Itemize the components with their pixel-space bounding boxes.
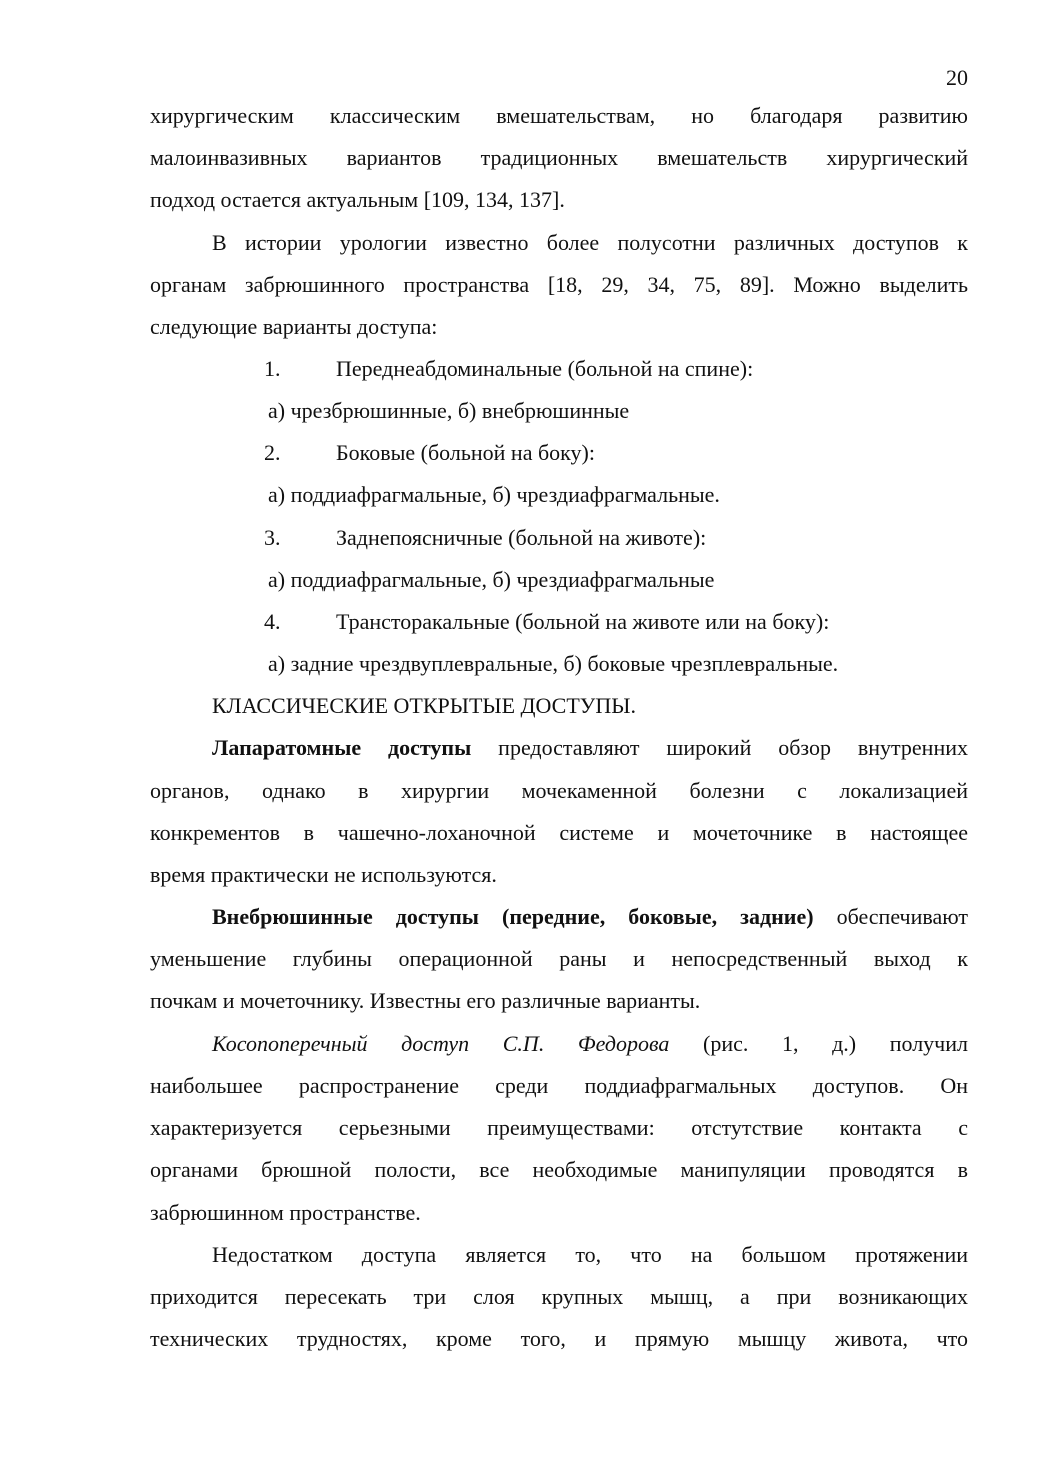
paragraph-5-line-4: органами брюшной полости, все необходимые манипуляции проводятся в [150,1157,968,1182]
list-item-1-text: Переднеабдоминальные (больной на спине): [336,356,754,381]
list-item-2-text: Боковые (больной на боку): [336,440,595,465]
paragraph-3-line-4: время практически не используются. [150,862,497,887]
paragraph-3-line-1-rest: предоставляют широкий обзор внутренних [471,735,968,760]
list-item-3-sub: а) поддиафрагмальные, б) чрездиафрагмальные [268,567,715,592]
paragraph-5-line-5: забрюшинном пространстве. [150,1200,421,1225]
paragraph-4-line-1-rest: обеспечивают [813,904,968,929]
paragraph-5-line-3: характеризуется серьезными преимуществами: отстутствие контакта с [150,1115,968,1140]
paragraph-3-bold-term: Лапаратомные доступы [212,735,472,760]
paragraph-2-line-3: следующие варианты доступа: [150,314,438,339]
paragraph-3-line-2: органов, однако в хирургии мочекаменной болезни с локализацией [150,778,968,803]
paragraph-2-line-2: органам забрюшинного пространства [18, 29, 34, 75, 89]. Можно выделить [150,272,968,297]
paragraph-4-bold-term: Внебрюшинные доступы (передние, боковые, задние) [212,904,814,929]
paragraph-1-line-2: малоинвазивных вариантов традиционных вмешательств хирургический [150,145,968,170]
section-heading: КЛАССИЧЕСКИЕ ОТКРЫТЫЕ ДОСТУПЫ. [212,693,636,718]
paragraph-4-line-2: уменьшение глубины операционной раны и непосредственный выход к [150,946,968,971]
list-item-1-number: 1. [264,356,281,381]
list-item-2-number: 2. [264,440,281,465]
paragraph-4-line-1 [212,903,968,931]
list-item-4-sub: а) задние чрездвуплевральные, б) боковые чрезплевральные. [268,651,839,676]
list-item-2-sub: а) поддиафрагмальные, б) чрездиафрагмальные. [268,482,720,507]
paragraph-1-line-1: хирургическим классическим вмешательствам, но благодаря развитию [150,103,968,128]
paragraph-5-line-2: наибольшее распространение среди поддиафрагмальных доступов. Он [150,1073,968,1098]
paragraph-5-italic-term: Косопоперечный доступ С.П. Федорова [212,1031,670,1056]
paragraph-2-line-1: В истории урологии известно более полусотни различных доступов к [212,230,968,255]
list-item-3-text: Заднепоясничные (больной на животе): [336,525,707,550]
paragraph-1-line-3: подход остается актуальным [109, 134, 137]. [150,187,565,212]
paragraph-6-line-1: Недостатком доступа является то, что на большом протяжении [212,1242,968,1267]
list-item-3-number: 3. [264,525,281,550]
paragraph-4-line-3: почкам и мочеточнику. Известны его различные варианты. [150,988,701,1013]
paragraph-3-line-1 [212,734,968,762]
list-item-1-sub: а) чрезбрюшинные, б) внебрюшинные [268,398,630,423]
paragraph-3-line-3: конкрементов в чашечно-лоханочной системе и мочеточнике в настоящее [150,820,968,845]
list-item-4-text: Трансторакальные (больной на животе или на боку): [336,609,830,634]
paragraph-6-line-2: приходится пересекать три слоя крупных мышц, а при возникающих [150,1284,968,1309]
list-item-4-number: 4. [264,609,281,634]
paragraph-5-line-1 [212,1030,968,1058]
page-number: 20 [946,65,968,90]
paragraph-6-line-3: технических трудностях, кроме того, и прямую мышцу живота, что [150,1326,968,1351]
paragraph-5-line-1-rest: (рис. 1, д.) получил [669,1031,968,1056]
